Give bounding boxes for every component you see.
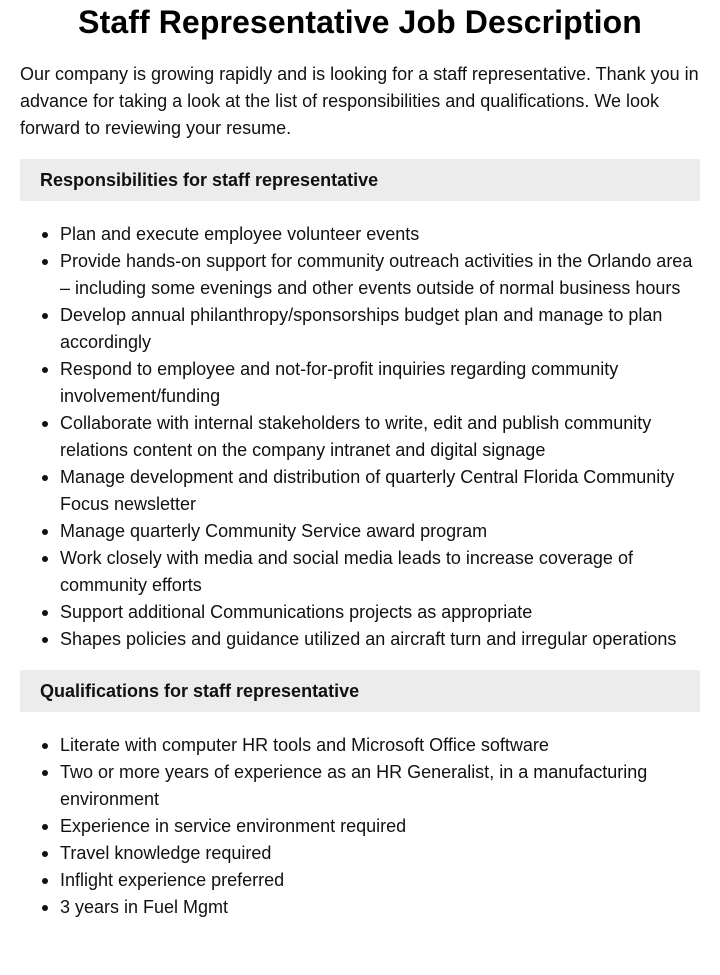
list-item [20, 221, 700, 248]
list-item-text: Manage quarterly Community Service award program [60, 521, 488, 541]
list-item-text: 3 years in Fuel Mgmt [60, 897, 229, 917]
list-item [20, 894, 700, 921]
list-item-text: Plan and execute employee volunteer events [60, 224, 420, 244]
bullet-icon [42, 529, 48, 535]
list-item [20, 759, 700, 813]
list-item-text: Manage development and distribution of quarterly Central Florida Community Focus newsletter [60, 467, 675, 514]
list-item [20, 599, 700, 626]
list-item-text: Literate with computer HR tools and Microsoft Office software [60, 735, 549, 755]
list-item [20, 410, 700, 464]
responsibilities-heading: Responsibilities for staff representative [20, 159, 700, 201]
list-item [20, 302, 700, 356]
bullet-icon [42, 824, 48, 830]
list-item [20, 813, 700, 840]
bullet-icon [42, 851, 48, 857]
qualifications-list [20, 732, 700, 921]
list-item-text: Travel knowledge required [60, 843, 272, 863]
bullet-icon [42, 637, 48, 643]
list-item-text: Collaborate with internal stakeholders to write, edit and publish community relations content on the company intranet and digital signage [60, 413, 652, 460]
bullet-icon [42, 743, 48, 749]
page-title: Staff Representative Job Description [78, 4, 642, 40]
list-item-text: Provide hands-on support for community outreach activities in the Orlando area – including some evenings and other events outside of normal business hours [60, 251, 693, 298]
list-item-text: Experience in service environment required [60, 816, 407, 836]
list-item [20, 518, 700, 545]
intro-paragraph: Our company is growing rapidly and is looking for a staff representative. Thank you in advance for taking a look at the list of responsibilities and qualifications. We look forward to reviewing your resume. [20, 64, 699, 138]
bullet-icon [42, 556, 48, 562]
bullet-icon [42, 770, 48, 776]
list-item [20, 464, 700, 518]
bullet-icon [42, 232, 48, 238]
list-item-text: Shapes policies and guidance utilized an aircraft turn and irregular operations [60, 629, 677, 649]
list-item [20, 356, 700, 410]
list-item [20, 840, 700, 867]
bullet-icon [42, 905, 48, 911]
list-item-text: Inflight experience preferred [60, 870, 285, 890]
list-item-text: Develop annual philanthropy/sponsorships budget plan and manage to plan accordingly [60, 305, 663, 352]
list-item-text: Respond to employee and not-for-profit inquiries regarding community involvement/funding [60, 359, 619, 406]
list-item-text: Two or more years of experience as an HR Generalist, in a manufacturing environment [60, 762, 648, 809]
qualifications-heading: Qualifications for staff representative [20, 670, 700, 712]
bullet-icon [42, 313, 48, 319]
list-item [20, 545, 700, 599]
responsibilities-list [20, 221, 700, 653]
list-item-text: Work closely with media and social media leads to increase coverage of community efforts [60, 548, 633, 595]
bullet-icon [42, 367, 48, 373]
list-item [20, 248, 700, 302]
bullet-icon [42, 610, 48, 616]
list-item [20, 732, 700, 759]
bullet-icon [42, 878, 48, 884]
bullet-icon [42, 475, 48, 481]
list-item-text: Support additional Communications projects as appropriate [60, 602, 533, 622]
list-item [20, 867, 700, 894]
bullet-icon [42, 259, 48, 265]
bullet-icon [42, 421, 48, 427]
list-item [20, 626, 700, 653]
